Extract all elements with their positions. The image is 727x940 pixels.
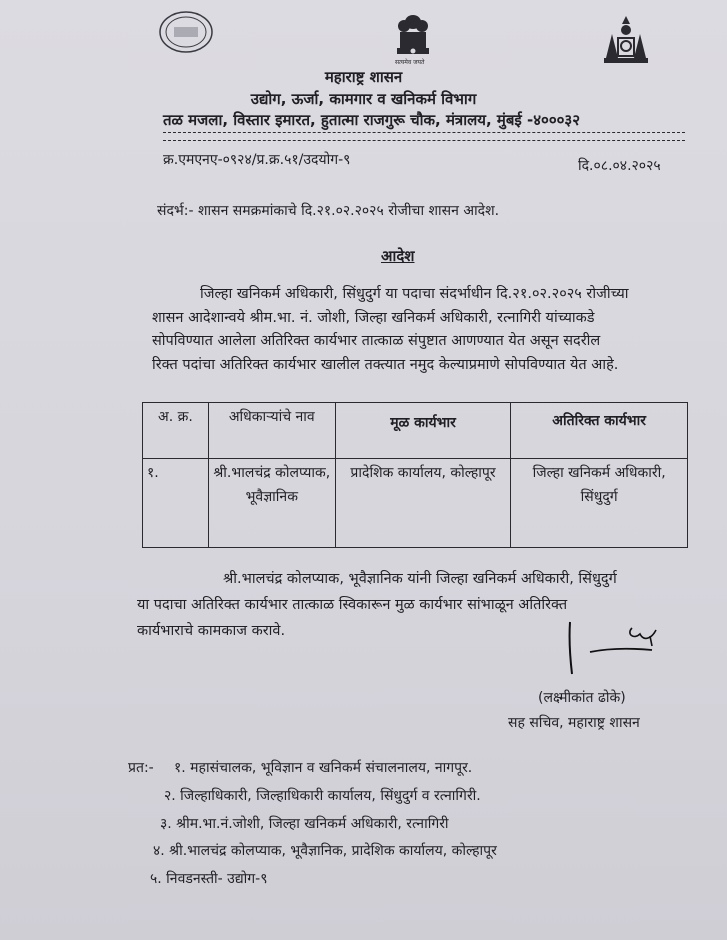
table-header-cell: अतिरिक्त कार्यभार: [511, 403, 688, 459]
signature-image: [560, 612, 670, 682]
department-name: उद्योग, ऊर्जा, कामगार व खनिकर्म विभाग: [250, 90, 477, 108]
order-body-line: शासन आदेशान्वये श्रीम.भा. नं. जोशी, जिल्हा खनिकर्म अधिकारी, रत्नागिरी यांच्याकडे: [152, 309, 595, 326]
state-crest-icon: [598, 12, 654, 68]
table-row: [143, 459, 688, 548]
reference-number: क्र.एमएनए-०९२४/प्र.क्र.५१/उदयोग-९: [163, 152, 351, 168]
order-body-line: जिल्हा खनिकर्म अधिकारी, सिंधुदुर्ग या पदाचा संदर्भाधीन दि.२१.०२.२०२५ रोजीच्या: [200, 286, 629, 302]
order-body: [152, 283, 674, 377]
table-cell: १.: [143, 459, 209, 548]
government-name: महाराष्ट्र शासन: [324, 68, 403, 86]
signatory-name: (लक्ष्मीकांत ढोके): [538, 690, 626, 706]
order-title: आदेश: [381, 247, 415, 265]
copy-to-label: प्रत:-: [128, 760, 154, 776]
instruction-line: कार्यभाराचे कामकाज करावे.: [137, 623, 286, 639]
table-header-cell: मूळ कार्यभार: [335, 403, 511, 459]
reference-context: संदर्भ:- शासन समक्रमांकाचे दि.२१.०२.२०२५ रोजीचा शासन आदेश.: [157, 203, 500, 219]
copy-to-item: ३. श्रीम.भा.नं.जोशी, जिल्हा खनिकर्म अधिकारी, रत्नागिरी: [160, 816, 449, 832]
table-cell: प्रादेशिक कार्यालय, कोल्हापूर: [335, 459, 511, 548]
reference-date: दि.०८.०४.२०२५: [578, 158, 661, 174]
emblem-motto: सत्यमेव जयते: [395, 59, 425, 66]
table-header-row: [143, 403, 688, 459]
table-header-cell: अ. क्र.: [143, 403, 209, 459]
table-cell: श्री.भालचंद्र कोलप्याक, भूवैज्ञानिक: [208, 459, 335, 548]
order-body-line: सोपविण्यात आलेला अतिरिक्त कार्यभार तात्काळ संपुष्टात आणण्यात येत असून सदरील: [152, 333, 601, 349]
department-seal-icon: [158, 10, 214, 54]
copy-to-item: ५. निवडनस्ती- उद्योग-९: [150, 871, 268, 887]
signatory-designation: सह सचिव, महाराष्ट्र शासन: [508, 715, 640, 731]
table-cell: जिल्हा खनिकर्म अधिकारी, सिंधुदुर्ग: [511, 459, 688, 548]
instruction-line: श्री.भालचंद्र कोलप्याक, भूवैज्ञानिक यांनी जिल्हा खनिकर्म अधिकारी, सिंधुदुर्ग: [223, 571, 617, 587]
instruction-line: या पदाचा अतिरिक्त कार्यभार तात्काळ स्विकारून मुळ कार्यभार सांभाळून अतिरिक्त: [137, 597, 568, 613]
header-divider-bottom: [163, 140, 685, 141]
header-divider-top: [163, 132, 685, 133]
copy-to-item: ४. श्री.भालचंद्र कोलप्याक, भूवैज्ञानिक, प्रादेशिक कार्यालय, कोल्हापूर: [153, 843, 497, 859]
order-body-line: रिक्त पदांचा अतिरिक्त कार्यभार खालील तक्त्यात नमुद केल्याप्रमाणे सोपविण्यात येत आहे.: [152, 356, 619, 373]
copy-to-item: २. जिल्हाधिकारी, जिल्हाधिकारी कार्यालय, सिंधुदुर्ग व रत्नागिरी.: [164, 788, 481, 804]
table-header-cell: अधिकाऱ्यांचे नाव: [208, 403, 335, 459]
copy-to-item: १. महासंचालक, भूविज्ञान व खनिकर्म संचालनालय, नागपूर.: [174, 760, 473, 776]
department-address: तळ मजला, विस्तार इमारत, हुतात्मा राजगुरू चौक, मंत्रालय, मुंबई -४०००३२: [163, 111, 581, 129]
assignment-table: [142, 402, 688, 548]
